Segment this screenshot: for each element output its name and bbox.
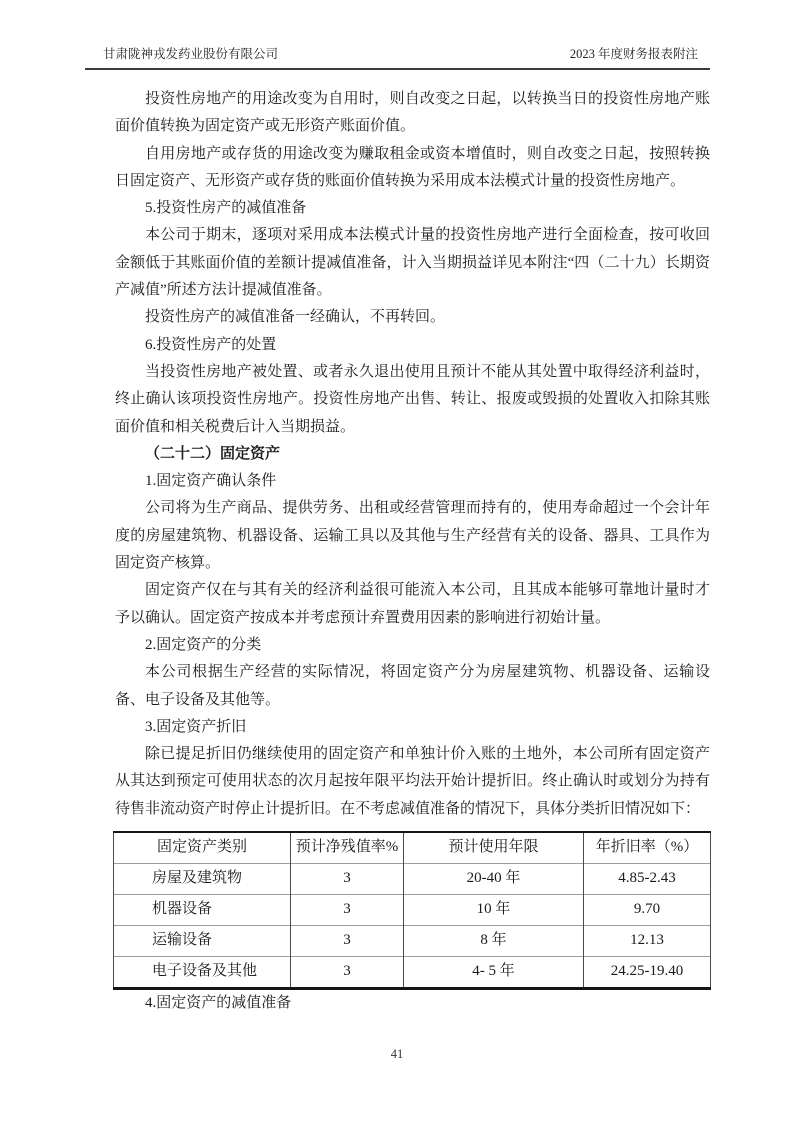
- table-cell-residual-rate: 3: [291, 926, 404, 957]
- table-cell-annual-rate: 9.70: [584, 895, 711, 926]
- heading-item-1: 1.固定资产确认条件: [145, 473, 277, 490]
- page-footer: [0, 1047, 794, 1062]
- table-cell-useful-life: 10 年: [404, 895, 584, 926]
- table-cell-useful-life: 20-40 年: [404, 864, 584, 895]
- table-cell-residual-rate: 3: [291, 864, 404, 895]
- paragraph-measurement: 固定资产仅在与其有关的经济利益很可能流入本公司，且其成本能够可靠地计量时才予以确认。固定资产按成本并考虑预计弃置费用因素的影响进行初始计量。: [115, 582, 710, 626]
- table-cell-annual-rate: 4.85-2.43: [584, 864, 711, 895]
- paragraph-invest-to-own: 投资性房地产的用途改变为自用时，则自改变之日起，以转换当日的投资性房地产账面价值转换为固定资产或无形资产账面价值。: [115, 91, 710, 135]
- table-header-row: [114, 832, 711, 864]
- table-cell-category: 运输设备: [114, 926, 291, 957]
- table-header-useful-life: 预计使用年限: [404, 832, 584, 864]
- table-row-electronics: [114, 957, 711, 989]
- page-header: [85, 44, 710, 70]
- paragraph-no-reversal: 投资性房产的减值准备一经确认，不再转回。: [145, 309, 446, 326]
- page-number: 41: [390, 1047, 404, 1061]
- table-row-vehicles: [114, 926, 711, 957]
- table-row-buildings: [114, 864, 711, 895]
- heading-item-6: 6.投资性房产的处置: [145, 336, 277, 353]
- table-header-annual-rate: 年折旧率（%）: [584, 832, 711, 864]
- table-cell-annual-rate: 12.13: [584, 926, 711, 957]
- table-cell-annual-rate: 24.25-19.40: [584, 957, 711, 989]
- header-doc-title: 2023 年度财务报表附注: [569, 47, 698, 61]
- table-cell-residual-rate: 3: [291, 957, 404, 989]
- heading-item-2: 2.固定资产的分类: [145, 636, 262, 653]
- table-header-category: 固定资产类别: [114, 832, 291, 864]
- heading-item-5: 5.投资性房产的减值准备: [145, 200, 307, 217]
- paragraph-disposal: 当投资性房地产被处置、或者永久退出使用且预计不能从其处置中取得经济利益时，终止确认该项投资性房地产。投资性房地产出售、转让、报废或毁损的处置收入扣除其账面价值和相关税费后计入当期损益。: [115, 363, 710, 435]
- table-cell-category: 电子设备及其他: [114, 957, 291, 989]
- depreciation-table: [113, 831, 711, 990]
- heading-item-3: 3.固定资产折旧: [145, 718, 247, 735]
- paragraph-recognition: 公司将为生产商品、提供劳务、出租或经营管理而持有的，使用寿命超过一个会计年度的房屋建筑物、机器设备、运输工具以及其他与生产经营有关的设备、器具、工具作为固定资产核算。: [115, 500, 710, 572]
- table-cell-useful-life: 8 年: [404, 926, 584, 957]
- header-company-name: 甘肃陇神戎发药业股份有限公司: [103, 47, 279, 61]
- table-header-residual-rate: 预计净残值率%: [291, 832, 404, 864]
- paragraph-impairment: 本公司于期末，逐项对采用成本法模式计量的投资性房地产进行全面检查，按可收回金额低于其账面价值的差额计提减值准备，计入当期损益详见本附注“四（二十九）长期资产减值”所述方法计提减值准备。: [115, 227, 710, 299]
- document-body: [115, 86, 710, 1017]
- paragraph-depreciation: 除已提足折旧仍继续使用的固定资产和单独计价入账的土地外，本公司所有固定资产从其达到预定可使用状态的次月起按年限平均法开始计提折旧。终止确认时或划分为持有待售非流动资产时停止计提折旧。在不考虑减值准备的情况下，具体分类折旧情况如下：: [115, 746, 710, 817]
- heading-item-4: 4.固定资产的减值准备: [145, 995, 292, 1012]
- table-cell-residual-rate: 3: [291, 895, 404, 926]
- paragraph-classification: 本公司根据生产经营的实际情况，将固定资产分为房屋建筑物、机器设备、运输设备、电子设备及其他等。: [115, 664, 710, 708]
- table-cell-useful-life: 4- 5 年: [404, 957, 584, 989]
- table-cell-category: 机器设备: [114, 895, 291, 926]
- table-cell-category: 房屋及建筑物: [114, 864, 291, 895]
- table-row-machinery: [114, 895, 711, 926]
- section-heading-fixed-assets: （二十二）固定资产: [145, 445, 281, 462]
- paragraph-own-to-invest: 自用房地产或存货的用途改变为赚取租金或资本增值时，则自改变之日起，按照转换日固定资产、无形资产或存货的账面价值转换为采用成本法模式计量的投资性房地产。: [115, 145, 710, 189]
